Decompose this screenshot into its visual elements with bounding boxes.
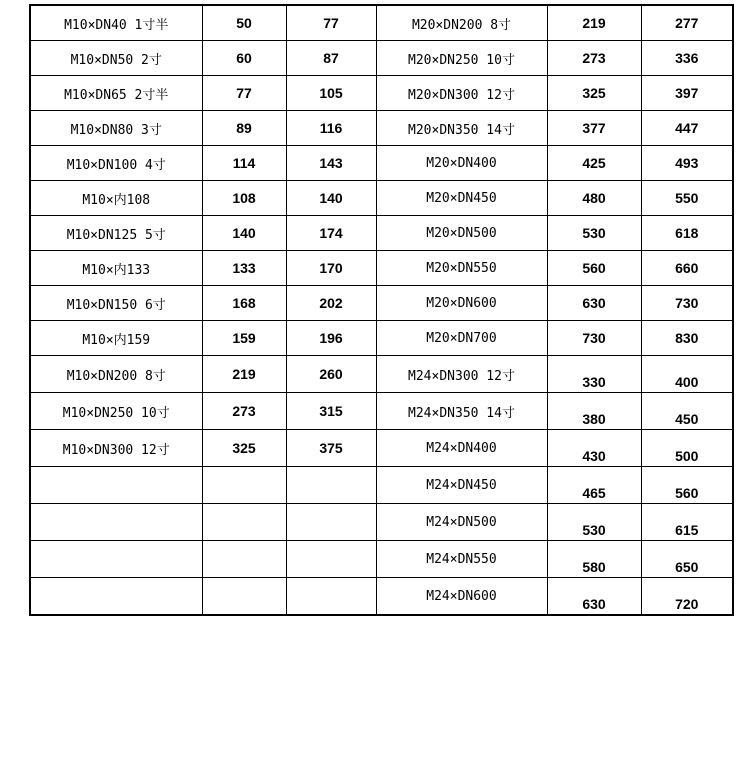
table-row bbox=[30, 504, 733, 541]
left-value2-cell: 196 bbox=[286, 321, 376, 356]
left-spec-cell: M10×DN50 2寸 bbox=[30, 41, 202, 76]
left-value1-cell: 140 bbox=[202, 216, 286, 251]
table-row bbox=[30, 41, 733, 76]
right-value2-cell: 493 bbox=[641, 146, 733, 181]
right-spec-cell: M20×DN250 10寸 bbox=[376, 41, 547, 76]
right-value2-cell: 447 bbox=[641, 111, 733, 146]
left-value2-cell bbox=[286, 578, 376, 616]
left-value1-cell: 77 bbox=[202, 76, 286, 111]
left-spec-cell: M10×内159 bbox=[30, 321, 202, 356]
left-spec-cell: M10×DN80 3寸 bbox=[30, 111, 202, 146]
left-value1-cell: 273 bbox=[202, 393, 286, 430]
right-value2-cell: 830 bbox=[641, 321, 733, 356]
right-value1-cell: 325 bbox=[547, 76, 641, 111]
left-value2-cell: 105 bbox=[286, 76, 376, 111]
right-value1-cell: 630 bbox=[547, 286, 641, 321]
spec-table bbox=[29, 4, 734, 616]
left-spec-cell bbox=[30, 541, 202, 578]
left-value1-cell bbox=[202, 467, 286, 504]
right-spec-cell: M24×DN600 bbox=[376, 578, 547, 616]
right-spec-cell: M24×DN550 bbox=[376, 541, 547, 578]
left-value1-cell: 325 bbox=[202, 430, 286, 467]
right-value2-cell: 560 bbox=[641, 467, 733, 504]
left-value2-cell: 77 bbox=[286, 5, 376, 41]
right-spec-cell: M20×DN700 bbox=[376, 321, 547, 356]
right-spec-cell: M24×DN400 bbox=[376, 430, 547, 467]
left-spec-cell bbox=[30, 578, 202, 616]
spec-table-body bbox=[30, 5, 733, 615]
left-value1-cell bbox=[202, 504, 286, 541]
table-row bbox=[30, 5, 733, 41]
right-value1-cell: 530 bbox=[547, 504, 641, 541]
left-spec-cell: M10×DN65 2寸半 bbox=[30, 76, 202, 111]
right-value2-cell: 400 bbox=[641, 356, 733, 393]
right-value2-cell: 397 bbox=[641, 76, 733, 111]
left-value2-cell: 260 bbox=[286, 356, 376, 393]
left-value2-cell bbox=[286, 504, 376, 541]
right-spec-cell: M20×DN550 bbox=[376, 251, 547, 286]
left-value2-cell bbox=[286, 467, 376, 504]
right-value1-cell: 430 bbox=[547, 430, 641, 467]
left-spec-cell bbox=[30, 504, 202, 541]
right-spec-cell: M20×DN450 bbox=[376, 181, 547, 216]
left-spec-cell: M10×DN40 1寸半 bbox=[30, 5, 202, 41]
left-spec-cell: M10×内108 bbox=[30, 181, 202, 216]
right-value2-cell: 550 bbox=[641, 181, 733, 216]
left-spec-cell: M10×DN300 12寸 bbox=[30, 430, 202, 467]
left-spec-cell: M10×DN200 8寸 bbox=[30, 356, 202, 393]
right-spec-cell: M20×DN300 12寸 bbox=[376, 76, 547, 111]
table-row bbox=[30, 181, 733, 216]
left-spec-cell: M10×DN125 5寸 bbox=[30, 216, 202, 251]
right-value2-cell: 615 bbox=[641, 504, 733, 541]
right-spec-cell: M24×DN300 12寸 bbox=[376, 356, 547, 393]
left-value1-cell bbox=[202, 578, 286, 616]
left-value1-cell: 219 bbox=[202, 356, 286, 393]
table-row bbox=[30, 467, 733, 504]
right-value1-cell: 560 bbox=[547, 251, 641, 286]
left-value1-cell: 50 bbox=[202, 5, 286, 41]
right-value1-cell: 425 bbox=[547, 146, 641, 181]
left-value2-cell: 375 bbox=[286, 430, 376, 467]
left-value2-cell: 143 bbox=[286, 146, 376, 181]
right-value2-cell: 730 bbox=[641, 286, 733, 321]
right-value2-cell: 336 bbox=[641, 41, 733, 76]
left-value2-cell: 170 bbox=[286, 251, 376, 286]
table-row bbox=[30, 216, 733, 251]
right-value1-cell: 580 bbox=[547, 541, 641, 578]
right-value1-cell: 219 bbox=[547, 5, 641, 41]
left-spec-cell: M10×DN250 10寸 bbox=[30, 393, 202, 430]
right-value1-cell: 465 bbox=[547, 467, 641, 504]
right-spec-cell: M20×DN600 bbox=[376, 286, 547, 321]
left-spec-cell bbox=[30, 467, 202, 504]
right-value1-cell: 530 bbox=[547, 216, 641, 251]
left-value2-cell: 315 bbox=[286, 393, 376, 430]
table-row bbox=[30, 430, 733, 467]
left-spec-cell: M10×内133 bbox=[30, 251, 202, 286]
table-row bbox=[30, 321, 733, 356]
right-value2-cell: 500 bbox=[641, 430, 733, 467]
right-value1-cell: 377 bbox=[547, 111, 641, 146]
right-spec-cell: M24×DN350 14寸 bbox=[376, 393, 547, 430]
left-value1-cell: 168 bbox=[202, 286, 286, 321]
left-value1-cell: 89 bbox=[202, 111, 286, 146]
right-value1-cell: 380 bbox=[547, 393, 641, 430]
right-value2-cell: 618 bbox=[641, 216, 733, 251]
left-value2-cell: 174 bbox=[286, 216, 376, 251]
table-row bbox=[30, 286, 733, 321]
table-row bbox=[30, 393, 733, 430]
right-spec-cell: M20×DN500 bbox=[376, 216, 547, 251]
right-value1-cell: 630 bbox=[547, 578, 641, 616]
right-value1-cell: 273 bbox=[547, 41, 641, 76]
left-value1-cell: 108 bbox=[202, 181, 286, 216]
table-row bbox=[30, 356, 733, 393]
left-value1-cell: 114 bbox=[202, 146, 286, 181]
left-value2-cell: 202 bbox=[286, 286, 376, 321]
right-spec-cell: M20×DN350 14寸 bbox=[376, 111, 547, 146]
right-spec-cell: M20×DN400 bbox=[376, 146, 547, 181]
left-value2-cell bbox=[286, 541, 376, 578]
left-spec-cell: M10×DN100 4寸 bbox=[30, 146, 202, 181]
table-row bbox=[30, 541, 733, 578]
left-spec-cell: M10×DN150 6寸 bbox=[30, 286, 202, 321]
left-value1-cell: 60 bbox=[202, 41, 286, 76]
right-value1-cell: 480 bbox=[547, 181, 641, 216]
right-spec-cell: M20×DN200 8寸 bbox=[376, 5, 547, 41]
right-value2-cell: 660 bbox=[641, 251, 733, 286]
left-value2-cell: 87 bbox=[286, 41, 376, 76]
right-value2-cell: 720 bbox=[641, 578, 733, 616]
right-value2-cell: 277 bbox=[641, 5, 733, 41]
right-value2-cell: 650 bbox=[641, 541, 733, 578]
table-row bbox=[30, 146, 733, 181]
table-row bbox=[30, 111, 733, 146]
right-value1-cell: 330 bbox=[547, 356, 641, 393]
table-row bbox=[30, 251, 733, 286]
right-value1-cell: 730 bbox=[547, 321, 641, 356]
left-value2-cell: 116 bbox=[286, 111, 376, 146]
left-value1-cell: 159 bbox=[202, 321, 286, 356]
right-spec-cell: M24×DN450 bbox=[376, 467, 547, 504]
right-value2-cell: 450 bbox=[641, 393, 733, 430]
left-value1-cell: 133 bbox=[202, 251, 286, 286]
table-row bbox=[30, 578, 733, 616]
table-row bbox=[30, 76, 733, 111]
right-spec-cell: M24×DN500 bbox=[376, 504, 547, 541]
left-value1-cell bbox=[202, 541, 286, 578]
left-value2-cell: 140 bbox=[286, 181, 376, 216]
